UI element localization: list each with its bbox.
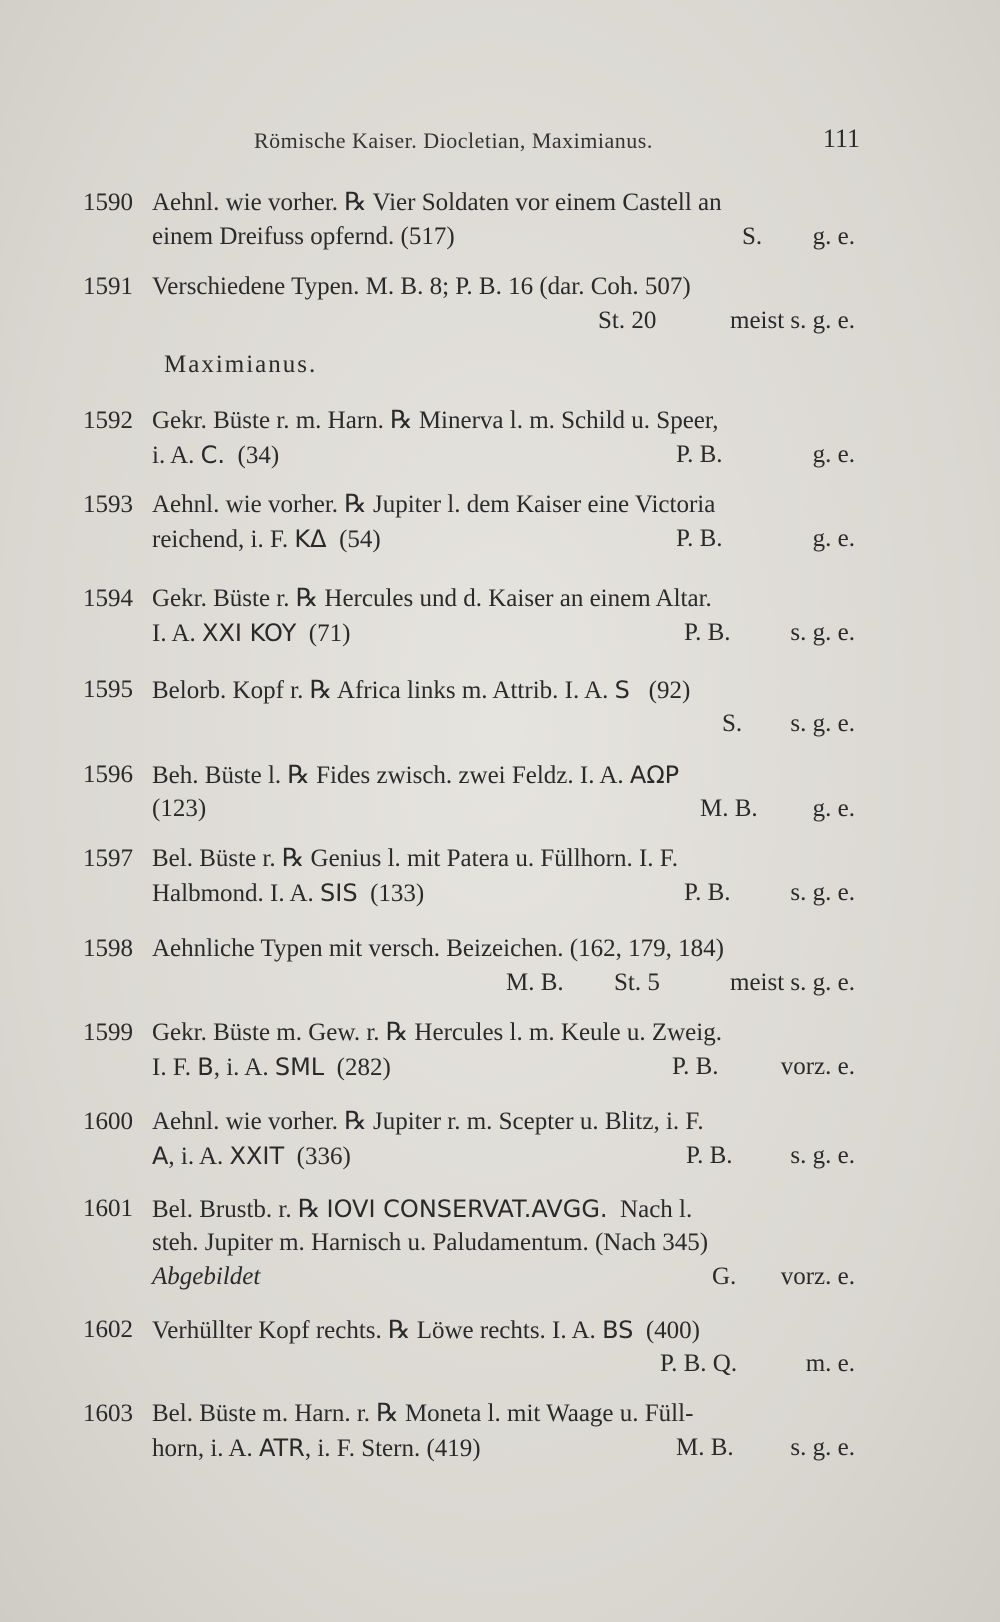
- entry-1602-line-1: [0, 1313, 1000, 1347]
- entry-number: 1600: [83, 1108, 133, 1135]
- section-heading: Maximianus.: [164, 351, 318, 378]
- entry-1596-line-2: [0, 792, 1000, 826]
- entry-reference: M. B.: [700, 795, 758, 822]
- entry-reference: M. B.: [676, 1434, 734, 1461]
- mint-mark: XXIT: [229, 1142, 285, 1170]
- entry-1601-line-1: [0, 1192, 1000, 1226]
- entry-grade: m. e.: [805, 1350, 855, 1377]
- entry-text: reichend, i. F.: [152, 526, 289, 553]
- entry-text: Aehnl. wie vorher. ℞ Jupiter r. m. Scepter u. Blitz, i. F.: [152, 1108, 704, 1135]
- entry-grade: s. g. e.: [790, 619, 855, 646]
- entry-1603-line-2: [0, 1431, 1000, 1465]
- entry-grade: s. g. e.: [790, 1434, 855, 1461]
- entry-1594-line-2: [0, 616, 1000, 650]
- entry-text: Bel. Büste r. ℞ Genius l. mit Patera u. Füllhorn. I. F.: [152, 845, 678, 872]
- entry-number: 1591: [83, 273, 133, 300]
- entry-number: 1603: [83, 1400, 133, 1427]
- mint-mark: BS: [602, 1316, 634, 1344]
- entry-1590-line-1: [0, 186, 1000, 220]
- entry-number: 1595: [83, 676, 133, 703]
- entry-1593-line-2: [0, 522, 1000, 556]
- entry-text: Gekr. Büste r. m. Harn. ℞ Minerva l. m. Schild u. Speer,: [152, 407, 719, 434]
- entry-grade: g. e.: [812, 441, 855, 468]
- entry-1599-line-1: [0, 1016, 1000, 1050]
- entry-1601-line-2: [0, 1226, 1000, 1260]
- entry-1598-line-2: [0, 966, 1000, 1000]
- page-number: 111: [822, 124, 860, 153]
- entry-text: , i. A.: [168, 1143, 224, 1170]
- entry-number: 1592: [83, 407, 133, 434]
- running-header: [150, 124, 860, 164]
- entry-grade: s. g. e.: [790, 710, 855, 737]
- entry-1600-line-2: [0, 1139, 1000, 1173]
- entry-reference: G.: [712, 1263, 737, 1290]
- entry-text: einem Dreifuss opfernd. (517): [152, 223, 455, 250]
- entry-number: 1597: [83, 845, 133, 872]
- entry-number: 1602: [83, 1316, 133, 1343]
- mint-mark: XXI KOY: [202, 619, 297, 647]
- entry-text: Verhüllter Kopf rechts. ℞ Löwe rechts. I. A.: [152, 1317, 596, 1344]
- entry-grade: g. e.: [812, 223, 855, 250]
- entry-text: Halbmond. I. A.: [152, 880, 314, 907]
- entry-grade: meist s. g. e.: [730, 307, 855, 334]
- entry-1600-line-1: [0, 1105, 1000, 1139]
- mint-mark: ATR: [258, 1434, 305, 1462]
- entry-text: Bel. Büste m. Harn. r. ℞ Moneta l. mit Waage u. Füll-: [152, 1400, 694, 1427]
- entry-reference: P. B.: [672, 1053, 719, 1080]
- entry-text: (123): [152, 795, 207, 822]
- entry-1601-line-3: [0, 1260, 1000, 1294]
- entry-grade: vorz. e.: [780, 1053, 855, 1080]
- entry-text: (54): [339, 526, 381, 553]
- entry-grade: meist s. g. e.: [730, 969, 855, 996]
- entry-grade: vorz. e.: [780, 1263, 855, 1290]
- entry-reference: P. B.: [676, 441, 723, 468]
- entry-number: 1594: [83, 585, 133, 612]
- entry-1590-line-2: [0, 220, 1000, 254]
- entry-1597-line-1: [0, 842, 1000, 876]
- mint-mark: A: [152, 1142, 169, 1170]
- entry-text: , i. F. Stern. (419): [304, 1435, 481, 1462]
- mint-mark: SML: [274, 1053, 325, 1081]
- entry-text: i. A.: [152, 442, 195, 469]
- entry-text: I. F.: [152, 1054, 191, 1081]
- entry-1599-line-2: [0, 1050, 1000, 1084]
- entry-text: Gekr. Büste m. Gew. r. ℞ Hercules l. m. Keule u. Zweig.: [152, 1019, 722, 1046]
- entry-1593-line-1: [0, 488, 1000, 522]
- entry-reference: S.: [722, 710, 743, 737]
- entry-1594-line-1: [0, 582, 1000, 616]
- illustrated-note: Abgebildet: [152, 1263, 261, 1290]
- entry-1592-line-1: [0, 404, 1000, 438]
- entry-text: Aehnl. wie vorher. ℞ Vier Soldaten vor einem Castell an: [152, 189, 722, 216]
- entry-count: St. 5: [614, 969, 660, 996]
- entry-reference: P. B. Q.: [660, 1350, 738, 1377]
- entry-grade: s. g. e.: [790, 879, 855, 906]
- entry-text: Beh. Büste l. ℞ Fides zwisch. zwei Feldz. I. A.: [152, 762, 624, 789]
- entry-text: , i. A.: [213, 1054, 269, 1081]
- entry-reference: M. B.: [506, 969, 564, 996]
- entry-1596-line-1: [0, 758, 1000, 792]
- entry-reference: P. B.: [684, 879, 731, 906]
- mint-mark: C.: [200, 441, 226, 469]
- entry-1592-line-2: [0, 438, 1000, 472]
- entry-reference: St. 20: [598, 307, 657, 334]
- entry-1595-line-2: [0, 707, 1000, 741]
- entry-text: Aehnl. wie vorher. ℞ Jupiter l. dem Kaiser eine Victoria: [152, 491, 716, 518]
- entry-text: Bel. Brustb. r. ℞: [152, 1196, 321, 1223]
- entry-number: 1596: [83, 761, 133, 788]
- mint-mark: KΔ: [294, 525, 327, 553]
- entry-text: Belorb. Kopf r. ℞ Africa links m. Attrib. I. A.: [152, 677, 609, 704]
- entry-reference: P. B.: [686, 1142, 733, 1169]
- entry-text: horn, i. A.: [152, 1435, 253, 1462]
- entry-number: 1599: [83, 1019, 133, 1046]
- mint-mark: S: [614, 676, 630, 704]
- entry-1591-line-2: [0, 304, 1000, 338]
- entry-text: Nach l.: [620, 1196, 693, 1223]
- entry-text: (336): [296, 1143, 351, 1170]
- entry-text: Verschiedene Typen. M. B. 8; P. B. 16 (dar. Coh. 507): [152, 273, 691, 300]
- entry-text: (34): [237, 442, 280, 469]
- entry-1597-line-2: [0, 876, 1000, 910]
- entry-reference: S.: [742, 223, 763, 250]
- entry-number: 1593: [83, 491, 133, 518]
- entry-number: 1598: [83, 935, 133, 962]
- entry-reference: P. B.: [684, 619, 731, 646]
- entry-text: Aehnliche Typen mit versch. Beizeichen. (162, 179, 184): [152, 935, 724, 962]
- entry-text: (400): [645, 1317, 700, 1344]
- mint-mark: B: [197, 1053, 214, 1081]
- mint-mark: AΩP: [629, 761, 680, 789]
- entry-number: 1601: [83, 1195, 133, 1222]
- entry-grade: s. g. e.: [790, 1142, 855, 1169]
- header-title: Römische Kaiser. Diocletian, Maximianus.: [254, 128, 653, 153]
- entry-1602-line-2: [0, 1347, 1000, 1381]
- entry-reference: P. B.: [676, 525, 723, 552]
- entry-text: steh. Jupiter m. Harnisch u. Paludamentum. (Nach 345): [152, 1229, 709, 1256]
- entry-number: 1590: [83, 189, 133, 216]
- entry-1595-line-1: [0, 673, 1000, 707]
- legend-inscription: IOVI CONSERVAT.AVGG.: [326, 1195, 608, 1223]
- entry-text: (133): [370, 880, 425, 907]
- entry-1603-line-1: [0, 1397, 1000, 1431]
- entry-grade: g. e.: [812, 525, 855, 552]
- entry-grade: g. e.: [812, 795, 855, 822]
- entry-text: (71): [308, 620, 351, 647]
- entry-1591-line-1: [0, 270, 1000, 304]
- entry-text: I. A.: [152, 620, 196, 647]
- entry-1598-line-1: [0, 932, 1000, 966]
- entry-text: (282): [336, 1054, 391, 1081]
- mint-mark: SIS: [320, 879, 358, 907]
- entry-text: Gekr. Büste r. ℞ Hercules und d. Kaiser an einem Altar.: [152, 585, 712, 612]
- entry-text: (92): [648, 677, 691, 704]
